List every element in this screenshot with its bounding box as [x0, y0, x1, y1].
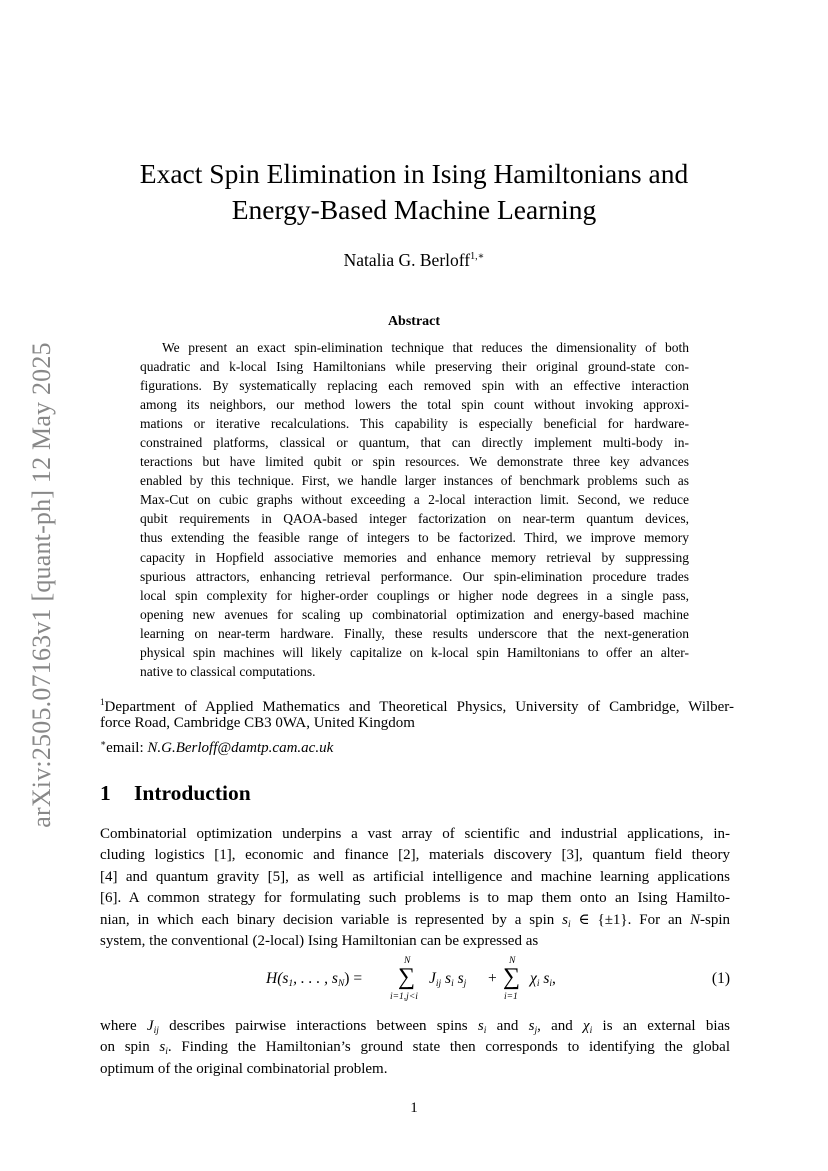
equation-1: [266, 956, 736, 1006]
abstract-body: [140, 338, 689, 681]
math-subscript: i: [451, 979, 454, 989]
equation-term: [530, 970, 556, 989]
math-var: s: [441, 970, 452, 987]
email-mark: ∗: [100, 738, 107, 748]
abstract-line: We present an exact spin-elimination technique that reduces the dimensionality of both: [162, 340, 689, 355]
affiliation-block: [100, 692, 734, 754]
section-number: 1: [100, 781, 111, 805]
abstract-line: qubit requirements in QAOA-based integer factorization on near-term quantum devices,: [140, 511, 689, 527]
author-affiliation-marks: 1,∗: [470, 251, 485, 262]
paragraph-line: [4] and quantum gravity [5], as well as artificial intelligence and machine learning applications: [100, 868, 730, 885]
math-subscript: i: [483, 1026, 487, 1036]
sum-lower-limit: i=1: [504, 992, 518, 1002]
math-subscript: ij: [153, 1026, 159, 1036]
abstract-line: Max-Cut on cubic graphs without exceeding a 2-local interaction limit. Second, we reduce: [140, 492, 689, 508]
abstract-line: opening new avenues for scaling up combinatorial optimization and energy-based machine: [140, 606, 689, 622]
abstract-line: among its neighbors, our method lowers the total spin count without invoking approxi-: [140, 397, 689, 413]
paragraph-line: Combinatorial optimization underpins a vast array of scientific and industrial applications, in-: [100, 826, 730, 842]
abstract-line: constrained platforms, classical or quantum, that can directly implement multi-body in-: [140, 435, 689, 451]
math-var: s: [539, 970, 550, 987]
author-name: Natalia G. Berloff: [343, 250, 471, 270]
sum-symbol: ∑: [398, 964, 416, 990]
equation-number: (1): [711, 970, 730, 987]
affiliation-text: Department of Applied Mathematics and Theoretical Physics, University of Cambridge, Wilber-: [104, 699, 734, 715]
email-line: [100, 733, 734, 754]
plus-operator: +: [488, 970, 497, 987]
math-var: χ: [583, 1018, 590, 1034]
equation-lhs: [266, 970, 362, 989]
intro-paragraph: [100, 1016, 730, 1080]
abstract-line: spurious attractors, enhancing retrieval performance. Our spin-elimination procedure trades: [140, 568, 689, 584]
abstract-line: mations or iterative recalculations. This capability is especially beneficial for hardware-: [140, 416, 689, 432]
math-var: s: [159, 1039, 166, 1056]
math-var: J: [429, 970, 436, 987]
equation-term: [429, 970, 466, 989]
math-subscript: j: [463, 979, 467, 989]
affiliation-line: force Road, Cambridge CB3 0WA, United Kingdom: [100, 714, 415, 731]
math-var: s: [562, 911, 569, 928]
section-heading: [100, 781, 251, 806]
paragraph-line: system, the conventional (2-local) Ising Hamiltonian can be expressed as: [100, 932, 539, 949]
math-var: s: [528, 1018, 535, 1034]
math-var: χ: [530, 970, 537, 987]
sum-lower-limit: i=1,j<i: [390, 992, 418, 1002]
paragraph-line: [100, 910, 730, 931]
math-subscript: N: [337, 979, 345, 989]
text-run: , and: [537, 1018, 584, 1034]
math-operator: ) =: [344, 970, 363, 987]
email-address[interactable]: N.G.Berloff@damtp.cam.ac.uk: [147, 740, 334, 756]
text-run: nian, in which each binary decision variable is represented by a spin: [100, 911, 563, 928]
intro-paragraph: [100, 824, 730, 952]
math-subscript: i: [568, 919, 571, 930]
arxiv-identifier: arXiv:2505.07163v1 [quant-ph] 12 May 2025: [27, 342, 56, 828]
title-line: Energy-Based Machine Learning: [231, 194, 597, 225]
abstract-line: figurations. By systematically replacing each removed spin with an effective interaction: [140, 378, 689, 394]
math-subscript: ij: [435, 979, 442, 989]
sum-upper-limit: N: [404, 956, 411, 966]
abstract-line: local spin complexity for higher-order couplings or higher node degrees in a single pass,: [140, 587, 689, 603]
affiliation-mark: 1: [100, 697, 105, 707]
text-run: where: [100, 1018, 147, 1034]
author-line: [0, 250, 828, 271]
math-var: J: [146, 1018, 154, 1034]
text-run: describes pairwise interactions between spins: [158, 1018, 478, 1034]
paper-title: [0, 156, 828, 228]
paragraph-line: optimum of the original combinatorial problem.: [100, 1060, 388, 1077]
abstract-line: native to classical computations.: [140, 663, 316, 679]
title-line: Exact Spin Elimination in Ising Hamiltonians and: [139, 158, 689, 189]
sum-symbol: ∑: [503, 964, 521, 990]
math-subscript: i: [549, 979, 553, 989]
math-subscript: j: [534, 1026, 538, 1036]
abstract-line: capacity in Hopfield associative memories and enhance memory retrieval by suppressing: [140, 549, 689, 565]
page-number: 1: [410, 1100, 418, 1116]
paragraph-line: [100, 1016, 730, 1037]
abstract-line: teractions but have limited qubit or spin resources. We demonstrate three key advances: [140, 454, 689, 470]
affiliation-line: [100, 692, 734, 713]
math-punct: ,: [552, 970, 556, 987]
abstract-line: thus extending the feasible range of integers to be factorized. Third, we improve memory: [140, 530, 689, 546]
text-run: on spin: [100, 1039, 160, 1056]
math-var: (s: [277, 970, 289, 987]
math-subscript: 1: [288, 979, 294, 989]
text-run: is an external bias: [592, 1018, 730, 1034]
math-subscript: i: [165, 1047, 168, 1058]
math-set: ∈ {±1}: [570, 911, 628, 928]
paragraph-line: [100, 1037, 730, 1058]
text-run: and: [486, 1018, 529, 1034]
math-var: s: [453, 970, 464, 987]
math-var: N: [689, 911, 700, 928]
sum-upper-limit: N: [509, 956, 516, 966]
abstract-line: quadratic and k-local Ising Hamiltonians while preserving their original ground-state con-: [140, 359, 689, 375]
text-run: . For an: [627, 911, 690, 928]
email-label: email:: [106, 740, 148, 756]
abstract-line: learning on near-term hardware. Finally, these results underscore that the next-generation: [140, 625, 689, 641]
abstract-heading: Abstract: [387, 314, 441, 329]
math-subscript: i: [589, 1026, 593, 1036]
abstract-line: enabled by this technique. First, we handle larger instances of benchmark problems such as: [140, 473, 689, 489]
math-var: H: [266, 970, 278, 987]
math-var: s: [477, 1018, 484, 1034]
math-subscript: i: [536, 979, 540, 989]
abstract-line: physical spin machines will likely capitalize on k-local spin Hamiltonians to offer an alter-: [140, 644, 689, 660]
text-run: -spin: [699, 911, 730, 928]
paragraph-line: cluding logistics [1], economic and finance [2], materials discovery [3], quantum field theory: [100, 847, 730, 864]
paragraph-line: [6]. A common strategy for formulating such problems is to map them onto an Ising Hamilto-: [100, 890, 730, 907]
math-var: , . . . , s: [293, 970, 338, 987]
section-title: Introduction: [134, 781, 251, 805]
text-run: . Finding the Hamiltonian’s ground state then corresponds to identifying the global: [167, 1039, 730, 1056]
